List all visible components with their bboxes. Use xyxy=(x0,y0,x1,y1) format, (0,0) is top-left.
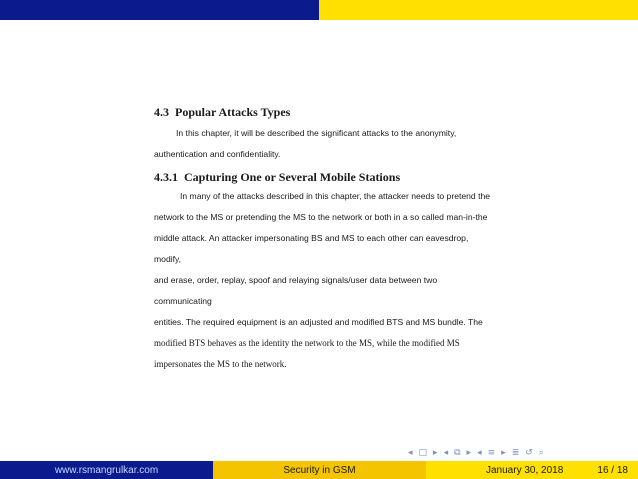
nav-next-subsection-icon[interactable]: ▸ xyxy=(501,448,506,458)
nav-subsection-icon[interactable]: ≡ xyxy=(487,448,496,458)
top-bar xyxy=(0,0,638,20)
nav-section-icon[interactable]: ⧉ xyxy=(454,448,461,458)
subsection-line: middle attack. An attacker impersonating BS and MS to each other can eavesdrop, modify, xyxy=(154,233,469,264)
nav-align-icon[interactable]: ≣ xyxy=(511,448,520,458)
section-number: 4.3 xyxy=(154,105,169,119)
nav-frame-icon[interactable]: □ xyxy=(418,448,428,458)
nav-search-icon[interactable]: ⌕ xyxy=(538,448,544,458)
footer-url-cell xyxy=(0,461,213,479)
section-title: Popular Attacks Types xyxy=(175,105,291,119)
section-line: In this chapter, it will be described the significant attacks to the anonymity, xyxy=(176,128,457,138)
section-heading xyxy=(154,104,494,120)
footer-date: January 30, 2018 xyxy=(486,464,564,476)
subsection-line: network to the MS or pretending the MS to the network or both in a so called man-in-the xyxy=(154,212,488,222)
nav-back-icon[interactable]: ↺ xyxy=(525,448,533,458)
subsection-line: and erase, order, replay, spoof and relaying signals/user data between two communicating xyxy=(154,275,438,306)
footer-page-number: 16 / 18 xyxy=(597,464,628,476)
nav-prev-section-icon[interactable]: ◂ xyxy=(443,448,449,458)
subsection-number: 4.3.1 xyxy=(154,170,178,184)
subsection-heading xyxy=(154,169,494,185)
footer-title-cell xyxy=(213,461,426,479)
subsection-line: entities. The required equipment is an adjusted and modified BTS and MS bundle. The xyxy=(154,317,483,327)
section-paragraph xyxy=(154,123,494,165)
subsection-line: In many of the attacks described in this chapter, the attacker needs to pretend the xyxy=(180,191,491,201)
section-line: authentication and confidentiality. xyxy=(154,149,281,159)
subsection-line: impersonates the MS to the network. xyxy=(154,359,287,369)
footer-bar xyxy=(0,461,638,479)
nav-next-frame-icon[interactable]: ▸ xyxy=(433,448,438,458)
subsection-title: Capturing One or Several Mobile Stations xyxy=(184,170,401,184)
nav-prev-frame-icon[interactable]: ◂ xyxy=(408,448,413,458)
nav-prev-subsection-icon[interactable]: ◂ xyxy=(477,448,482,458)
footer-url[interactable]: www.rsmangrulkar.com xyxy=(54,464,159,476)
beamer-navigation xyxy=(408,447,544,459)
footer-date-cell xyxy=(426,461,638,479)
top-bar-left xyxy=(0,0,319,20)
nav-next-section-icon[interactable]: ▸ xyxy=(466,448,472,458)
top-bar-right xyxy=(319,0,638,20)
slide-content xyxy=(154,104,494,375)
subsection-line: modified BTS behaves as the identity the network to the MS, while the modified MS xyxy=(154,338,460,348)
footer-title: Security in GSM xyxy=(283,464,356,476)
subsection-paragraph xyxy=(154,186,494,375)
